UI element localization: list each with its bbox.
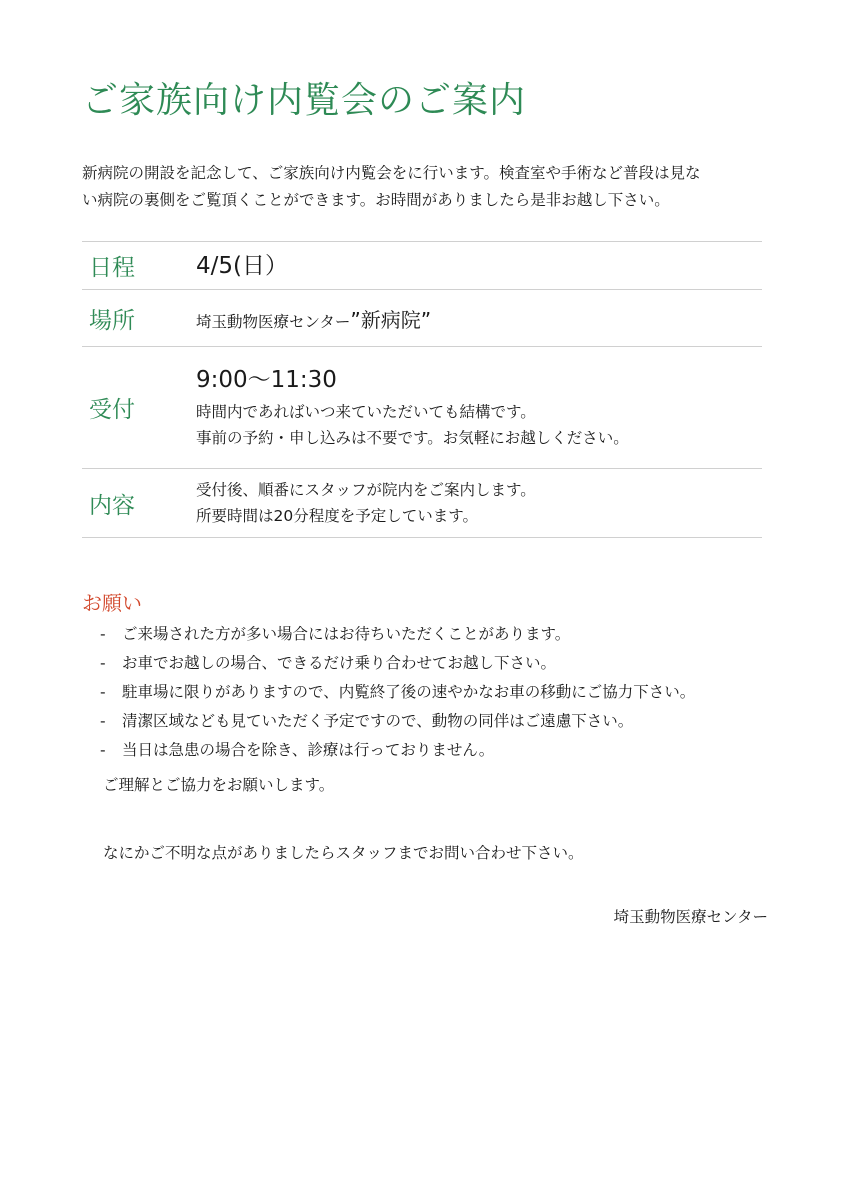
schedule-row-reception [82, 347, 762, 469]
content-line: 所要時間は20分程度を予定しています。 [196, 507, 478, 525]
content-value [196, 477, 762, 529]
requests-list [100, 620, 695, 765]
signature: 埼玉動物医療センター [613, 908, 768, 926]
content-line: 受付後、順番にスタッフが院内をご案内します。 [196, 481, 536, 499]
bullet-dash: - [100, 625, 106, 643]
date-label: 日程 [89, 255, 135, 281]
bullet-dash: - [100, 741, 106, 759]
reception-note: 時間内であればいつ来ていただいても結構です。 [196, 402, 536, 421]
date-value: 4/5(日） [196, 252, 288, 279]
bullet-dash: - [100, 654, 106, 672]
reception-time: 9:00〜11:30 [196, 366, 337, 393]
intro-text [82, 160, 772, 214]
list-item [100, 678, 695, 707]
schedule-row-place [82, 290, 762, 347]
schedule-table [82, 241, 762, 538]
page-title: ご家族向け内覧会のご案内 [82, 80, 527, 121]
list-item [100, 707, 695, 736]
request-text: 当日は急患の場合を除き、診療は行っておりません。 [122, 741, 495, 759]
closing-text: ご理解とご協力をお願いします。 [103, 776, 335, 794]
place-value [196, 304, 762, 333]
schedule-row-content [82, 469, 762, 538]
requests-heading: お願い [82, 591, 142, 615]
bullet-dash: - [100, 683, 106, 701]
list-item [100, 649, 695, 678]
intro-line: 新病院の開設を記念して、ご家族向け内覧会をに行います。検査室や手術など普段は見な [82, 164, 701, 182]
request-text: お車でお越しの場合、できるだけ乗り合わせてお越し下さい。 [122, 654, 557, 672]
request-text: ご来場された方が多い場合にはお待ちいただくことがあります。 [122, 625, 571, 643]
place-organization: 埼玉動物医療センター [196, 312, 351, 331]
place-building: ”新病院” [350, 307, 432, 332]
reception-label: 受付 [89, 397, 135, 423]
reception-value [196, 365, 762, 451]
place-label: 場所 [89, 307, 135, 334]
intro-line: い病院の裏側をご覧頂くことができます。お時間がありましたら是非お越し下さい。 [82, 191, 670, 209]
inquiry-text: なにかご不明な点がありましたらスタッフまでお問い合わせ下さい。 [103, 844, 584, 862]
reception-note: 事前の予約・申し込みは不要です。お気軽にお越しください。 [196, 428, 629, 447]
request-text: 清潔区域なども見ていただく予定ですので、動物の同伴はご遠慮下さい。 [122, 712, 634, 730]
request-text: 駐車場に限りがありますので、内覧終了後の速やかなお車の移動にご協力下さい。 [122, 683, 696, 701]
content-label: 内容 [89, 492, 135, 519]
schedule-row-date [82, 242, 762, 290]
bullet-dash: - [100, 712, 106, 730]
list-item [100, 620, 695, 649]
list-item [100, 736, 695, 765]
